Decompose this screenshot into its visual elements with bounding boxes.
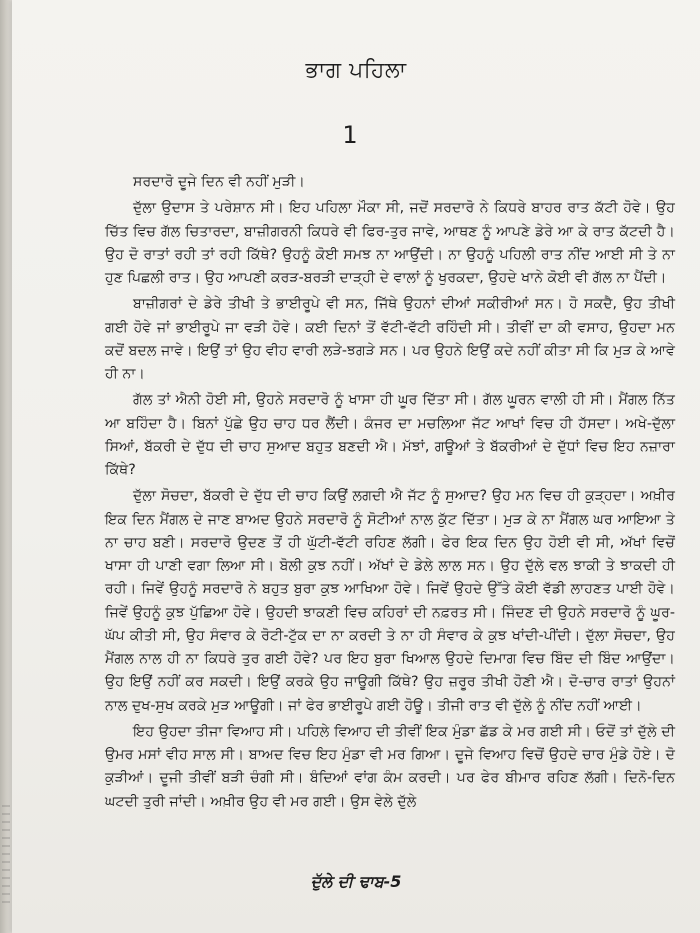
paragraph: ਬਾਜ਼ੀਗਰਾਂ ਦੇ ਡੇਰੇ ਤੀਖੀ ਤੇ ਭਾਈਰੂਪੇ ਵੀ ਸਨ, ਜਿੱਥੇ ਉਹਨਾਂ ਦੀਆਂ ਸਕੀਰੀਆਂ ਸਨ। ਹੋ ਸਕਦੈ, ਉਹ ਤੀਖੀ ਗਈ ਹੋਵੇ ਜਾਂ ਭਾਈਰੂਪੇ ਜਾ ਵੜੀ ਹੋਵੇ। ਕਈ ਦਿਨਾਂ ਤੋਂ ਵੱਟੀ-ਵੱਟੀ ਰਹਿੰਦੀ ਸੀ। ਤੀਵੀਂ ਦਾ ਕੀ ਵਸਾਹ, ਉਹਦਾ ਮਨ ਕਦੋਂ ਬਦਲ ਜਾਵੇ। ਇਉਂ ਤਾਂ ਉਹ ਵੀਹ ਵਾਰੀ ਲੜੇ-ਝਗੜੇ ਸਨ। ਪਰ ਉਹਨੇ ਇਉਂ ਕਦੇ ਨਹੀਂ ਕੀਤਾ ਸੀ ਕਿ ਮੁੜ ਕੇ ਆਵੇ ਹੀ ਨਾ। [105, 296, 675, 382]
paragraph: ਗੱਲ ਤਾਂ ਐਨੀ ਹੋਈ ਸੀ, ਉਹਨੇ ਸਰਦਾਰੋ ਨੂੰ ਖਾਸਾ ਹੀ ਘੂਰ ਦਿੱਤਾ ਸੀ। ਗੱਲ ਘੂਰਨ ਵਾਲੀ ਹੀ ਸੀ। ਮੈਂਗਲ ਨਿੱਤ ਆ ਬਹਿੰਦਾ ਹੈ। ਬਿਨਾਂ ਪੁੱਛੇ ਉਹ ਚਾਹ ਧਰ ਲੈਂਦੀ। ਕੰਜਰ ਦਾ ਮਚਲਿਆ ਜੱਟ ਆਖਾਂ ਵਿਚ ਹੀ ਹੱਸਦਾ। ਅਖੇ-ਦੁੱਲਾ ਸਿਆਂ, ਬੱਕਰੀ ਦੇ ਦੁੱਧ ਦੀ ਚਾਹ ਸੁਆਦ ਬਹੁਤ ਬਣਦੀ ਐ। ਮੱਝਾਂ, ਗਊਆਂ ਤੇ ਬੱਕਰੀਆਂ ਦੇ ਦੁੱਧਾਂ ਵਿਚ ਇਹ ਨਜ਼ਾਰਾ ਕਿੱਥੇ? [105, 392, 675, 478]
paragraph: ਦੁੱਲਾ ਉਦਾਸ ਤੇ ਪਰੇਸ਼ਾਨ ਸੀ। ਇਹ ਪਹਿਲਾ ਮੌਕਾ ਸੀ, ਜਦੋਂ ਸਰਦਾਰੋ ਨੇ ਕਿਧਰੇ ਬਾਹਰ ਰਾਤ ਕੱਟੀ ਹੋਵੇ। ਉਹ ਚਿੱਤ ਵਿਚ ਗੱਲ ਚਿਤਾਰਦਾ, ਬਾਜ਼ੀਗਰਨੀ ਕਿਧਰੇ ਵੀ ਫਿਰ-ਤੁਰ ਜਾਵੇ, ਆਥਣ ਨੂੰ ਆਪਣੇ ਡੇਰੇ ਆ ਕੇ ਰਾਤ ਕੱਟਦੀ ਹੈ। ਉਹ ਦੋ ਰਾਤਾਂ ਰਹੀ ਤਾਂ ਰਹੀ ਕਿੱਥੇ? ਉਹਨੂੰ ਕੋਈ ਸਮਝ ਨਾ ਆਉਂਦੀ। ਨਾ ਉਹਨੂੰ ਪਹਿਲੀ ਰਾਤ ਨੀਂਦ ਆਈ ਸੀ ਤੇ ਨਾ ਹੁਣ ਪਿਛਲੀ ਰਾਤ। ਉਹ ਆਪਣੀ ਕਰੜ-ਬਰੜੀ ਦਾੜ੍ਹੀ ਦੇ ਵਾਲਾਂ ਨੂੰ ਖੁਰਕਦਾ, ਉਹਦੇ ਖਾਨੇ ਕੋਈ ਵੀ ਗੱਲ ਨਾ ਪੈਂਦੀ। [105, 200, 675, 286]
body-text [105, 171, 675, 817]
paragraph: ਸਰਦਾਰੋ ਦੂਜੇ ਦਿਨ ਵੀ ਨਹੀਂ ਮੁੜੀ। [133, 174, 305, 190]
part-heading: ਭਾਗ ਪਹਿਲਾ [305, 58, 407, 83]
paragraph: ਦੁੱਲਾ ਸੋਚਦਾ, ਬੱਕਰੀ ਦੇ ਦੁੱਧ ਦੀ ਚਾਹ ਕਿਉਂ ਲਗਦੀ ਐ ਜੱਟ ਨੂੰ ਸੁਆਦ? ਉਹ ਮਨ ਵਿਚ ਹੀ ਕੁੜ੍ਹਦਾ। ਅਖ਼ੀਰ ਇਕ ਦਿਨ ਮੈਂਗਲ ਦੇ ਜਾਣ ਬਾਅਦ ਉਹਨੇ ਸਰਦਾਰੋ ਨੂੰ ਸੋਟੀਆਂ ਨਾਲ ਕੁੱਟ ਦਿੱਤਾ। ਮੁੜ ਕੇ ਨਾ ਮੈਂਗਲ ਘਰ ਆਇਆ ਤੇ ਨਾ ਚਾਹ ਬਣੀ। ਸਰਦਾਰੋ ਉਦਣ ਤੋਂ ਹੀ ਘੁੱਟੀ-ਵੱਟੀ ਰਹਿਣ ਲੱਗੀ। ਫੇਰ ਇਕ ਦਿਨ ਉਹ ਹੋਈ ਵੀ ਸੀ, ਅੱਖਾਂ ਵਿਚੋਂ ਖਾਸਾ ਹੀ ਪਾਣੀ ਵਗਾ ਲਿਆ ਸੀ। ਬੋਲੀ ਕੁਝ ਨਹੀਂ। ਅੱਖਾਂ ਦੇ ਡੇਲੇ ਲਾਲ ਸਨ। ਉਹ ਦੁੱਲੇ ਵਲ ਝਾਕੀ ਤੇ ਝਾਕਦੀ ਹੀ ਰਹੀ। ਜਿਵੇਂ ਉਹਨੂੰ ਸਰਦਾਰੋ ਨੇ ਬਹੁਤ ਬੁਰਾ ਕੁਝ ਆਖਿਆ ਹੋਵੇ। ਜਿਵੇਂ ਉਹਦੇ ਉੱਤੇ ਕੋਈ ਵੱਡੀ ਲਾਹਣਤ ਪਾਈ ਹੋਵੇ। ਜਿਵੇਂ ਉਹਨੂੰ ਕੁਝ ਪੁੱਛਿਆ ਹੋਵੇ। ਉਹਦੀ ਝਾਕਣੀ ਵਿਚ ਕਹਿਰਾਂ ਦੀ ਨਫ਼ਰਤ ਸੀ। ਜਿੰਦਣ ਦੀ ਉਹਨੇ ਸਰਦਾਰੋ ਨੂੰ ਘੂਰ-ਘੱਪ ਕੀਤੀ ਸੀ, ਉਹ ਸੰਵਾਰ ਕੇ ਰੋਟੀ-ਟੁੱਕ ਦਾ ਨਾ ਕਰਦੀ ਤੇ ਨਾ ਹੀ ਸੰਵਾਰ ਕੇ ਕੁਝ ਖਾਂਦੀ-ਪੀਂਦੀ। ਦੁੱਲਾ ਸੋਚਦਾ, ਉਹ ਮੈਂਗਲ ਨਾਲ ਹੀ ਨਾ ਕਿਧਰੇ ਤੁਰ ਗਈ ਹੋਵੇ? ਪਰ ਇਹ ਬੁਰਾ ਖਿਆਲ ਉਹਦੇ ਦਿਮਾਗ ਵਿਚ ਬਿੰਦ ਦੀ ਬਿੰਦ ਆਉਂਦਾ। ਉਹ ਇਉਂ ਨਹੀਂ ਕਰ ਸਕਦੀ। ਇਉਂ ਕਰਕੇ ਉਹ ਜਾਊਗੀ ਕਿੱਥੇ? ਉਹ ਜ਼ਰੂਰ ਤੀਖੀ ਹੋਣੀ ਐ। ਦੋ-ਚਾਰ ਰਾਤਾਂ ਉਹਨਾਂ ਨਾਲ ਦੁਖ-ਸੁਖ ਕਰਕੇ ਮੁੜ ਆਊਗੀ। ਜਾਂ ਫੇਰ ਭਾਈਰੂਪੇ ਗਈ ਹੋਊ। ਤੀਜੀ ਰਾਤ ਵੀ ਦੁੱਲੇ ਨੂੰ ਨੀਂਦ ਨਹੀਂ ਆਈ। [105, 488, 675, 714]
chapter-number: 1 [342, 121, 358, 149]
previous-page-bleed [2, 805, 10, 905]
paragraph: ਇਹ ਉਹਦਾ ਤੀਜਾ ਵਿਆਹ ਸੀ। ਪਹਿਲੇ ਵਿਆਹ ਦੀ ਤੀਵੀਂ ਇਕ ਮੁੰਡਾ ਛੱਡ ਕੇ ਮਰ ਗਈ ਸੀ। ਓਦੋਂ ਤਾਂ ਦੁੱਲੇ ਦੀ ਉਮਰ ਮਸਾਂ ਵੀਹ ਸਾਲ ਸੀ। ਬਾਅਦ ਵਿਚ ਇਹ ਮੁੰਡਾ ਵੀ ਮਰ ਗਿਆ। ਦੂਜੇ ਵਿਆਹ ਵਿਚੋਂ ਉਹਦੇ ਚਾਰ ਮੁੰਡੇ ਹੋਏ। ਦੋ ਕੁੜੀਆਂ। ਦੂਜੀ ਤੀਵੀਂ ਬੜੀ ਚੰਗੀ ਸੀ। ਬੰਦਿਆਂ ਵਾਂਗ ਕੰਮ ਕਰਦੀ। ਪਰ ਫੇਰ ਬੀਮਾਰ ਰਹਿਣ ਲੱਗੀ। ਦਿਨੋ-ਦਿਨ ਘਟਦੀ ਤੁਰੀ ਜਾਂਦੀ। ਅਖ਼ੀਰ ਉਹ ਵੀ ਮਰ ਗਈ। ਉਸ ਵੇਲੇ ਦੁੱਲੇ [105, 723, 675, 810]
running-footer: ਦੁੱਲੇ ਦੀ ਢਾਬ-5 [310, 872, 402, 891]
